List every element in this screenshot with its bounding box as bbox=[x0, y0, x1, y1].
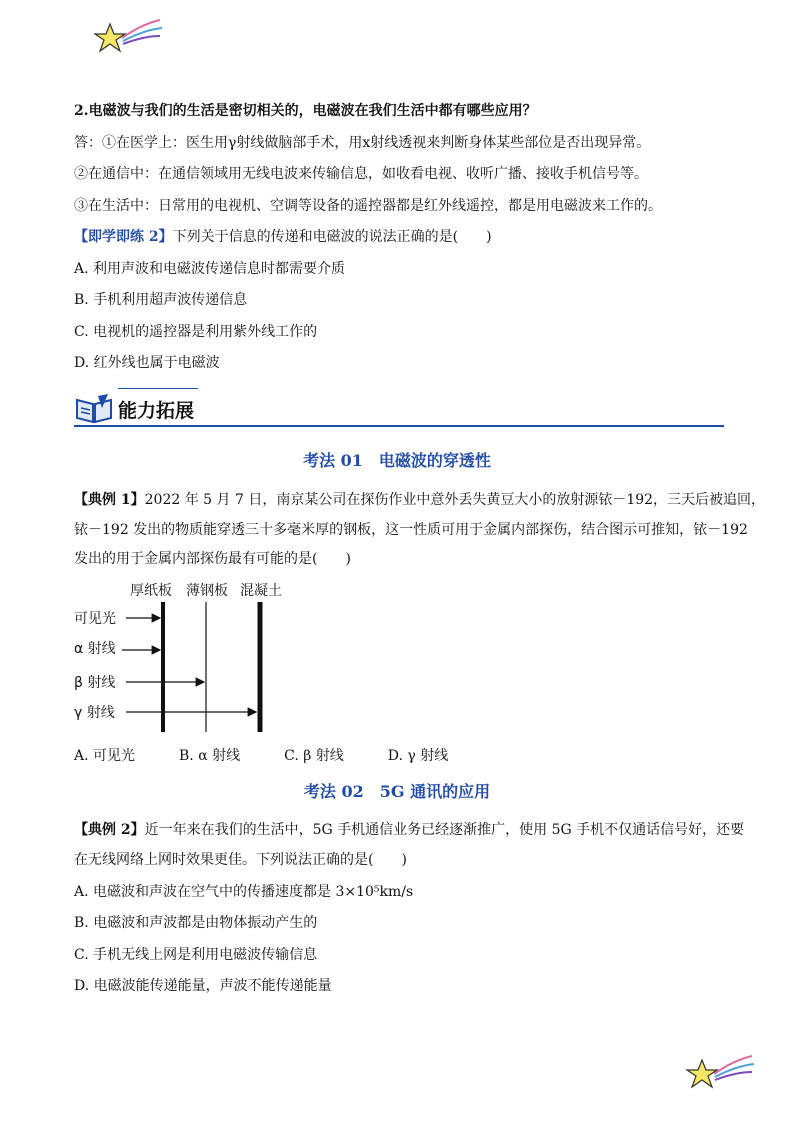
practice2-tag: 【即学即练 2】 bbox=[74, 229, 173, 245]
example1-choices bbox=[74, 746, 492, 766]
ray-label-visible: 可见光 bbox=[74, 611, 116, 627]
open-book-icon bbox=[74, 392, 114, 424]
banner-title: 能力拓展 bbox=[118, 400, 195, 422]
example2-option-b: B. 电磁波和声波都是由物体振动产生的 bbox=[74, 915, 318, 931]
banner-top-rule bbox=[118, 388, 198, 389]
example2-tag: 【典例 2】 bbox=[74, 822, 145, 838]
example2-option-c: C. 手机无线上网是利用电磁波传输信息 bbox=[74, 947, 318, 963]
example1-choice-a: A. 可见光 bbox=[74, 748, 136, 764]
example1-choice-c: C. β 射线 bbox=[284, 748, 344, 764]
q2-question: 2.电磁波与我们的生活是密切相关的，电磁波在我们生活中都有哪些应用？ bbox=[74, 103, 537, 119]
example1-line3: 发出的用于金属内部探伤最有可能的是( ) bbox=[74, 551, 351, 567]
practice2-option-b: B. 手机利用超声波传递信息 bbox=[74, 292, 248, 308]
example1-line2: 铱－192 发出的物质能穿透三十多毫米厚的钢板，这一性质可用于金属内部探伤，结合图示可推知，铱－192 bbox=[74, 522, 748, 538]
shooting-star-icon bbox=[684, 1052, 756, 1094]
example1-tag: 【典例 1】 bbox=[74, 492, 145, 508]
example2-option-a: A. 电磁波和声波在空气中的传播速度都是 3×10⁵km/s bbox=[74, 884, 414, 900]
ray-label-beta: β 射线 bbox=[74, 675, 116, 691]
example2-line2: 在无线网络上网时效果更佳。下列说法正确的是( ) bbox=[74, 852, 407, 868]
header-concrete: 混凝土 bbox=[240, 583, 282, 599]
practice2-option-a: A. 利用声波和电磁波传递信息时都需要介质 bbox=[74, 261, 346, 277]
example1-line1: 2022 年 5 月 7 日，南京某公司在探伤作业中意外丢失黄豆大小的放射源铱－192，三天后被追回， bbox=[144, 492, 766, 508]
practice2-stem-row bbox=[74, 227, 492, 247]
example1-choice-b: B. α 射线 bbox=[179, 748, 241, 764]
banner-rule bbox=[74, 425, 724, 427]
q2-answer-1: 答：①在医学上：医生用γ射线做脑部手术，用x射线透视来判断身体某些部位是否出现异常。 bbox=[74, 135, 651, 151]
practice2-option-d: D. 红外线也属于电磁波 bbox=[74, 355, 220, 371]
penetration-diagram bbox=[70, 576, 310, 738]
shooting-star-icon bbox=[92, 16, 164, 58]
q2-answer-2: ②在通信中：在通信领域用无线电波来传输信息，如收看电视、收听广播、接收手机信号等。 bbox=[74, 166, 648, 182]
header-cardboard: 厚纸板 bbox=[130, 583, 172, 599]
example1-row bbox=[74, 490, 765, 510]
section-banner bbox=[74, 388, 724, 428]
practice2-option-c: C. 电视机的遥控器是利用紫外线工作的 bbox=[74, 324, 318, 340]
method2-title: 考法 02 5G 通讯的应用 bbox=[303, 782, 491, 801]
ray-label-gamma: γ 射线 bbox=[74, 705, 115, 721]
diagram-lines bbox=[70, 576, 310, 738]
q2-answer-3: ③在生活中：日常用的电视机、空调等设备的遥控器都是红外线遥控，都是用电磁波来工作的。 bbox=[74, 198, 662, 214]
method1-title: 考法 01 电磁波的穿透性 bbox=[303, 451, 491, 470]
example2-line1: 近一年来在我们的生活中，5G 手机通信业务已经逐渐推广，使用 5G 手机不仅通话信号好，还要 bbox=[144, 822, 745, 838]
example2-row bbox=[74, 820, 744, 840]
header-thin-steel: 薄钢板 bbox=[186, 583, 228, 599]
example1-choice-d: D. γ 射线 bbox=[387, 748, 449, 764]
example2-option-d: D. 电磁波能传递能量，声波不能传递能量 bbox=[74, 978, 332, 994]
ray-label-alpha: α 射线 bbox=[74, 641, 116, 657]
practice2-stem: 下列关于信息的传递和电磁波的说法正确的是( ) bbox=[172, 229, 492, 245]
